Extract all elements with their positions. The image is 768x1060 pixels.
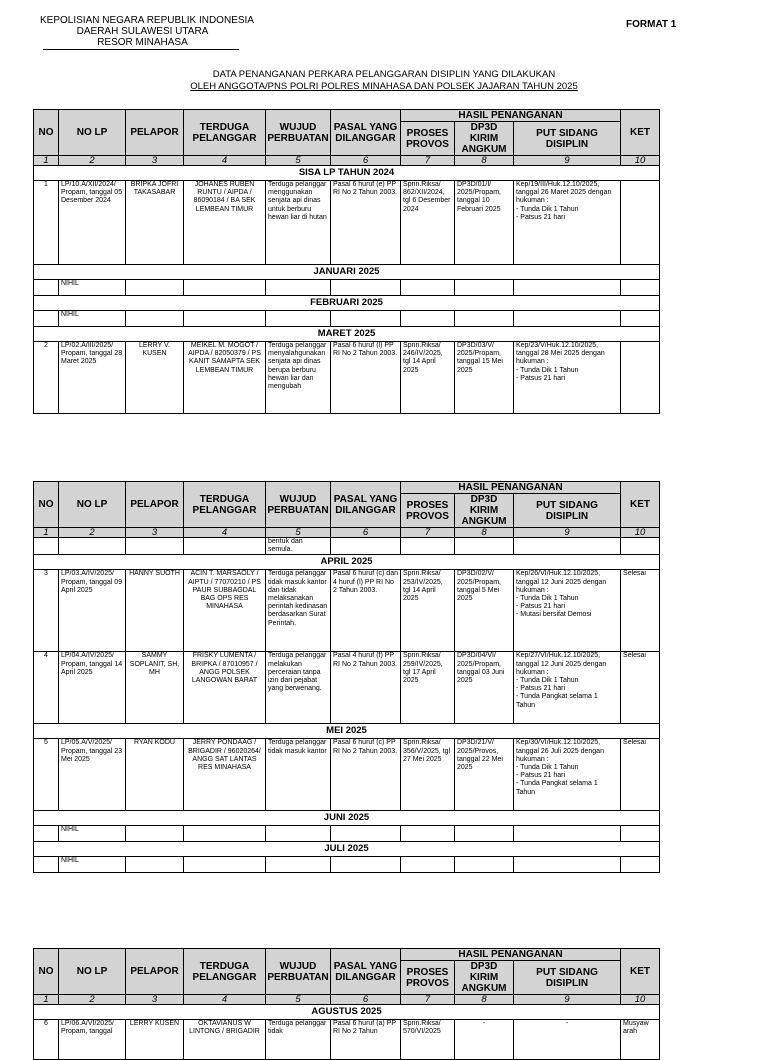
penalty-list [516,206,618,222]
col-no-lp-header: NO LP [59,482,126,528]
record-row [34,652,660,724]
empty-cell [514,857,621,873]
empty-cell [126,538,184,555]
column-number: 4 [184,528,266,538]
section-label: MEI 2025 [34,724,660,739]
empty-cell [184,538,266,555]
empty-cell [331,538,401,555]
section-row [34,1005,660,1020]
empty-cell [126,826,184,842]
verdict-decision: Kep/23/V/Huk.12.10/2025, tanggal 28 Mei 2025 dengan hukuman : [516,342,605,366]
column-number: 10 [621,995,660,1005]
col-wujud-header: WUJUD PERBUATAN [266,949,331,995]
provos-process: Sprin.Riksa/ 253/IV/2025, tgl 14 April 2025 [401,570,455,652]
empty-cell [455,857,514,873]
header-row [34,482,660,494]
report-table-page-2 [33,481,660,873]
nihil-no-cell [34,826,59,842]
column-number: 4 [184,156,266,166]
column-number: 5 [266,995,331,1005]
penalty-item: - Patsus 21 hari [516,772,618,780]
empty-cell [266,826,331,842]
verdict-cell [514,342,621,414]
col-pelapor-header: PELAPOR [126,949,184,995]
table-body [34,166,660,414]
col-no-lp-header: NO LP [59,110,126,156]
column-number: 8 [455,156,514,166]
penalty-item: - Patsus 21 hari [516,685,618,693]
column-number: 1 [34,156,59,166]
title-line-2: OLEH ANGGOTA/PNS POLRI POLRES MINAHASA DAN POLSEK JAJARAN TAHUN 2025 [190,81,578,92]
nihil-label: NIHIL [59,826,126,842]
column-number: 9 [514,156,621,166]
document-title [0,69,768,93]
section-label: APRIL 2025 [34,555,660,570]
column-number-row [34,528,660,538]
empty-cell [514,280,621,296]
col-proses-header: PROSES PROVOS [401,961,455,995]
report-table-page-3 [33,948,660,1060]
penalty-item: - Tunda Dik 1 Tahun [516,367,618,375]
empty-cell [401,826,455,842]
col-terduga-header: TERDUGA PELANGGAR [184,949,266,995]
section-row [34,327,660,342]
record-row [34,1020,660,1060]
table-body [34,1005,660,1060]
section-row [34,555,660,570]
empty-cell [621,280,660,296]
empty-cell [455,280,514,296]
org-name: KEPOLISIAN NEGARA REPUBLIK INDONESIA [40,15,254,26]
offense-description: Terduga pelanggar tidak [266,1020,331,1060]
status-note [621,342,660,414]
empty-cell [514,538,621,555]
column-number: 10 [621,528,660,538]
violated-article: Pasal 6 huruf (c) PP RI No 2 Tahun 2003. [331,739,401,811]
record-row [34,342,660,414]
verdict-decision: Kep/30/VI/Huk.12.10/2025, tanggal 26 Juli 2025 dengan hukuman : [516,739,604,763]
section-row [34,296,660,311]
nihil-label: NIHIL [59,280,126,296]
verdict-cell [514,570,621,652]
header-underline [43,49,239,50]
empty-cell [455,826,514,842]
column-number: 1 [34,528,59,538]
suspect-info: ACIN T. MARSAOLY / AIPTU / 77070210 / PS PAUR SUBBAGDAL BAG OPS RES MINAHASA [184,570,266,652]
empty-cell [401,311,455,327]
col-no-header: NO [34,482,59,528]
violated-article: Pasal 6 huruf (e) PP RI No 2 Tahun 2003. [331,181,401,265]
record-row [34,739,660,811]
empty-cell [126,311,184,327]
empty-cell [331,857,401,873]
column-number: 5 [266,528,331,538]
offense-description: Terduga pelanggar tidak masuk kantor dan tidak melaksanakan perintah kedinasan berdasarkan Surat Perintah. [266,570,331,652]
record-no: 6 [34,1020,59,1060]
empty-cell [126,280,184,296]
empty-cell [266,311,331,327]
nihil-row [34,857,660,873]
empty-cell [621,857,660,873]
empty-cell [331,311,401,327]
section-row [34,811,660,826]
wujud-cell: bentuk dan semula. [266,538,331,555]
penalty-item: - Tunda Dik 1 Tahun [516,595,618,603]
col-no-header: NO [34,110,59,156]
offense-description: Terduga pelanggar melakukan perceraian tanpa izin dari pejabat yang berwenang. [266,652,331,724]
column-number: 3 [126,528,184,538]
reporter-name: LERRY V. KUSEN [126,342,184,414]
status-note: Selesai [621,570,660,652]
penalty-item: - Tunda Dik 1 Tahun [516,677,618,685]
suspect-info: FRISKY LUMENTA / BRIPKA / 87010957 / ANGG POLSEK LANGOWAN BARAT [184,652,266,724]
violated-article: Pasal 6 huruf (c) dan 4 huruf (l) PP RI No 2 Tahun 2003. [331,570,401,652]
status-note: Musyaw arah [621,1020,660,1060]
dp3d-info: DP3D/03/V/ 2025/Propam, tanggal 15 Mei 2025 [455,342,514,414]
dp3d-info: - [455,1020,514,1060]
empty-cell [401,538,455,555]
record-row [34,181,660,265]
col-dp3d-header: DP3D KIRIM ANGKUM [455,494,514,528]
column-number: 5 [266,156,331,166]
section-label: JULI 2025 [34,842,660,857]
col-pelapor-header: PELAPOR [126,110,184,156]
empty-cell [126,857,184,873]
record-no: 1 [34,181,59,265]
empty-cell [621,538,660,555]
col-put-header: PUT SIDANG DISIPLIN [514,122,621,156]
provos-process: Sprin.Riksa/ 356/V/2025, tgl 27 Mei 2025 [401,739,455,811]
empty-cell [59,538,126,555]
section-row [34,166,660,181]
penalty-list [516,367,618,383]
empty-cell [184,826,266,842]
empty-cell [455,538,514,555]
col-wujud-header: WUJUD PERBUATAN [266,482,331,528]
report-table-page-1 [33,109,660,414]
column-number-row [34,995,660,1005]
record-no: 3 [34,570,59,652]
column-number: 8 [455,995,514,1005]
table-body [34,538,660,873]
column-number: 9 [514,995,621,1005]
section-label: AGUSTUS 2025 [34,1005,660,1020]
status-note: Selesai [621,652,660,724]
lp-number: LP/05.A/V/2025/ Propam, tanggal 23 Mei 2025 [59,739,126,811]
verdict-cell [514,1020,621,1060]
suspect-info: MEIKEL M. MOGOT / AIPDA / 82050379 / PS KANIT SAMAPTA SEK LEMBEAN TIMUR [184,342,266,414]
header-row [34,949,660,961]
col-no-header: NO [34,949,59,995]
column-number: 3 [126,156,184,166]
section-label: FEBRUARI 2025 [34,296,660,311]
column-number: 8 [455,528,514,538]
column-number: 9 [514,528,621,538]
empty-cell [621,311,660,327]
col-pasal-header: PASAL YANG DILANGGAR [331,949,401,995]
section-row [34,724,660,739]
col-pasal-header: PASAL YANG DILANGGAR [331,110,401,156]
column-number: 6 [331,528,401,538]
nihil-no-cell [34,857,59,873]
section-label: SISA LP TAHUN 2024 [34,166,660,181]
column-number: 2 [59,156,126,166]
reporter-name: RYAN KODU [126,739,184,811]
col-proses-header: PROSES PROVOS [401,122,455,156]
nihil-no-cell [34,311,59,327]
empty-cell [34,538,59,555]
col-no-lp-header: NO LP [59,949,126,995]
verdict-cell [514,181,621,265]
penalty-list [516,764,618,797]
empty-cell [455,311,514,327]
lp-number: LP/02.A/III/2025/ Propam, tanggal 28 Maret 2025 [59,342,126,414]
empty-cell [184,280,266,296]
column-number: 4 [184,995,266,1005]
col-hasil-header: HASIL PENANGANAN [401,949,621,961]
penalty-item: - Mutasi bersifat Demosi [516,611,618,619]
section-label: JUNI 2025 [34,811,660,826]
penalty-item: - Tunda Pangkat selama 1 Tahun [516,780,618,796]
lp-number: LP/03.A/IV/2025/ Propam, tanggal 09 April 2025 [59,570,126,652]
col-ket-header: KET [621,110,660,156]
dp3d-info: DP3D/21/V/ 2025/Provos, tanggal 22 Mei 2025 [455,739,514,811]
suspect-info: JOHANES RUBEN RUNTU / AIPDA / 86090184 / BA SEK LEMBEAN TIMUR [184,181,266,265]
penalty-item: - Tunda Dik 1 Tahun [516,764,618,772]
format-label: FORMAT 1 [626,19,677,30]
verdict-cell [514,739,621,811]
reporter-name: BRIPKA JOFRI TAKASABAR [126,181,184,265]
dp3d-info: DP3D/02/V/ 2025/Propam, tanggal 5 Mei 2025 [455,570,514,652]
empty-cell [184,311,266,327]
continuation-row [34,538,660,555]
suspect-info: OKTAVIANUS W LINTONG / BRIGADIR [184,1020,266,1060]
column-number-row [34,156,660,166]
col-put-header: PUT SIDANG DISIPLIN [514,494,621,528]
status-note [621,181,660,265]
table-header [34,949,660,1005]
column-number: 7 [401,156,455,166]
nihil-row [34,280,660,296]
record-no: 5 [34,739,59,811]
empty-cell [621,826,660,842]
empty-cell [401,857,455,873]
col-hasil-header: HASIL PENANGANAN [401,482,621,494]
record-row [34,570,660,652]
penalty-item: - Patsus 21 hari [516,603,618,611]
column-number: 7 [401,528,455,538]
column-number: 6 [331,995,401,1005]
lp-number: LP/10.A/XII/2024/ Propam, tanggal 05 Desember 2024 [59,181,126,265]
column-number: 10 [621,156,660,166]
col-pelapor-header: PELAPOR [126,482,184,528]
column-number: 1 [34,995,59,1005]
col-terduga-header: TERDUGA PELANGGAR [184,110,266,156]
dp3d-info: DP3D/01/I/ 2025/Propam, tanggal 10 Februari 2025 [455,181,514,265]
offense-description: Terduga pelanggar menggunakan senjata api dinas untuk berburu hewan liar di hutan [266,181,331,265]
record-no: 2 [34,342,59,414]
col-proses-header: PROSES PROVOS [401,494,455,528]
nihil-label: NIHIL [59,311,126,327]
violated-article: Pasal 4 huruf (f) PP RI No 2 Tahun 2003. [331,652,401,724]
offense-description: Terduga pelanggar menyalahgunakan senjata api dinas berupa berburu hewan liar dan mengubah [266,342,331,414]
col-hasil-header: HASIL PENANGANAN [401,110,621,122]
penalty-list [516,677,618,710]
violated-article: Pasal 6 huruf (a) PP RI No 2 Tahun [331,1020,401,1060]
penalty-item: - Tunda Dik 1 Tahun [516,206,618,214]
empty-cell [266,280,331,296]
verdict-decision: Kep/19/III/Huk.12.10/2025, tanggal 26 Maret 2025 dengan hukuman : [516,181,612,205]
verdict-cell [514,652,621,724]
empty-cell [266,857,331,873]
column-number: 3 [126,995,184,1005]
violated-article: Pasal 6 huruf (l) PP RI No 2 Tahun 2003. [331,342,401,414]
penalty-item: - Patsus 21 hari [516,375,618,383]
org-region: DAERAH SULAWESI UTARA [76,26,209,37]
title-line-1: DATA PENANGANAN PERKARA PELANGGARAN DISIPLIN YANG DILAKUKAN [212,69,556,80]
empty-cell [514,311,621,327]
verdict-decision: Kep/27/VI/Huk.12.10/2025, tanggal 12 Juni 2025 dengan hukuman : [516,652,607,676]
provos-process: Sprin.Riksa/ 570/VI/2025 [401,1020,455,1060]
section-label: JANUARI 2025 [34,265,660,280]
column-number: 2 [59,995,126,1005]
provos-process: Sprin.Riksa/ 246/IV/2025, tgl 14 April 2025 [401,342,455,414]
column-number: 2 [59,528,126,538]
lp-number: LP/04.A/IV/2025/ Propam, tanggal 14 April 2025 [59,652,126,724]
reporter-name: LERRY KUSEN [126,1020,184,1060]
empty-cell [331,280,401,296]
section-label: MARET 2025 [34,327,660,342]
column-number: 6 [331,156,401,166]
header-row [34,110,660,122]
section-row [34,265,660,280]
dp3d-info: DP3D/04/VI/ 2025/Propam, tanggal 03 Juni 2025 [455,652,514,724]
empty-cell [401,280,455,296]
col-ket-header: KET [621,482,660,528]
provos-process: Sprin.Riksa/ 259/IV/2025, tgl 17 April 2025 [401,652,455,724]
verdict-decision: - [565,1020,569,1027]
section-row [34,842,660,857]
col-dp3d-header: DP3D KIRIM ANGKUM [455,961,514,995]
suspect-info: JERRY PONDAAG / BRIGADIR / 96020264/ ANGG SAT LANTAS RES MINAHASA [184,739,266,811]
status-note: Selesai [621,739,660,811]
org-unit: RESOR MINAHASA [97,37,188,48]
empty-cell [184,857,266,873]
empty-cell [331,826,401,842]
nihil-row [34,311,660,327]
penalty-item: - Tunda Pangkat selama 1 Tahun [516,693,618,709]
col-put-header: PUT SIDANG DISIPLIN [514,961,621,995]
provos-process: Sprin.Riksa/ 862/XII/2024, tgl 6 Desember 2024 [401,181,455,265]
col-dp3d-header: DP3D KIRIM ANGKUM [455,122,514,156]
reporter-name: SAMMY SOPLANIT, SH, MH [126,652,184,724]
verdict-decision: Kep/26/VI/Huk.12.10/2025, tanggal 12 Juni 2025 dengan hukuman : [516,570,607,594]
penalty-list [516,595,618,620]
organization-header [40,15,254,48]
penalty-item: - Patsus 21 hari [516,214,618,222]
nihil-label: NIHIL [59,857,126,873]
col-wujud-header: WUJUD PERBUATAN [266,110,331,156]
reporter-name: HANNY SUOTH [126,570,184,652]
table-header [34,110,660,166]
nihil-row [34,826,660,842]
nihil-no-cell [34,280,59,296]
offense-description: Terduga pelanggar tidak masuk kantor [266,739,331,811]
record-no: 4 [34,652,59,724]
col-terduga-header: TERDUGA PELANGGAR [184,482,266,528]
column-number: 7 [401,995,455,1005]
lp-number: LP/06.A/VI/2025/ Propam, tanggal [59,1020,126,1060]
col-pasal-header: PASAL YANG DILANGGAR [331,482,401,528]
col-ket-header: KET [621,949,660,995]
table-header [34,482,660,538]
empty-cell [514,826,621,842]
